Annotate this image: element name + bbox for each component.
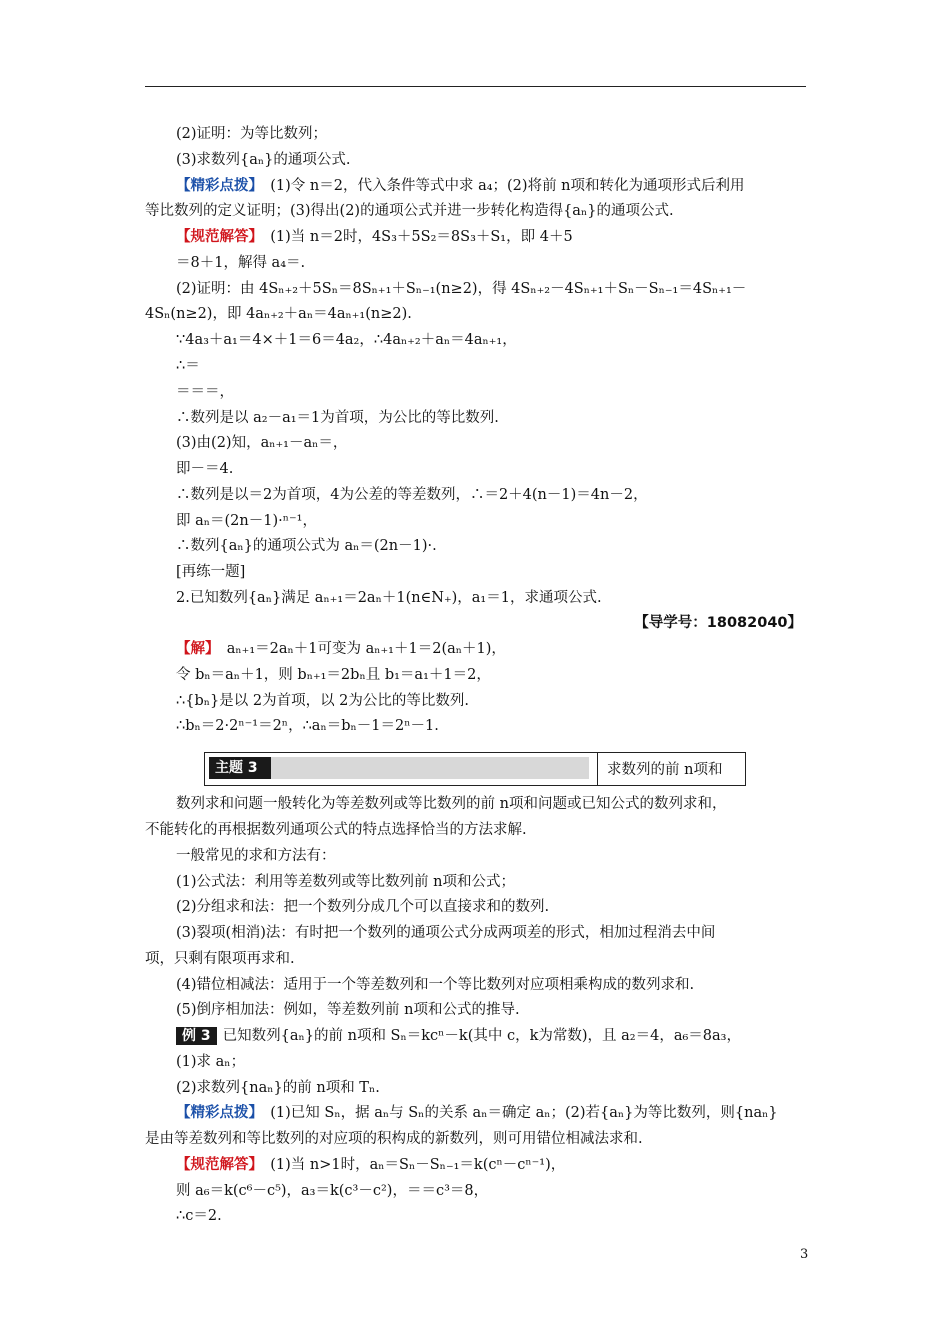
theme-header	[204, 752, 746, 786]
text-line: ∴数列{aₙ}的通项公式为 aₙ＝(2n－1)·.	[176, 538, 437, 554]
text-line: 项，只剩有限项再求和.	[145, 951, 295, 967]
text-line: 数列求和问题一般转化为等差数列或等比数列的前 n项和问题或已知公式的数列求和，	[176, 796, 727, 812]
text-line: 4Sₙ(n≥2)，即 4aₙ₊₂＋aₙ＝4aₙ₊₁(n≥2).	[145, 306, 412, 322]
text-line: ＝＝＝，	[176, 384, 234, 400]
text-line: ∴数列是以 a₂－a₁＝1为首项，为公比的等比数列.	[176, 410, 499, 426]
solution-label: 【规范解答】	[176, 1157, 256, 1173]
text-content: aₙ₊₁＝2aₙ＋1可变为 aₙ₊₁＋1＝2(aₙ＋1)，	[212, 641, 506, 657]
text-line: 则 a₆＝k(c⁶－c⁵)，a₃＝k(c³－c²)，＝＝c³＝8，	[176, 1183, 489, 1199]
text-line: ∵4a₃＋a₁＝4×＋1＝6＝4a₂，∴4aₙ₊₂＋aₙ＝4aₙ₊₁，	[176, 332, 517, 348]
text-line: ∴数列是以＝2为首项，4为公差的等差数列，∴＝2＋4(n－1)＝4n－2，	[176, 487, 648, 503]
header-rule	[145, 86, 806, 87]
text-line	[176, 176, 745, 196]
solution-label: 【解】	[176, 641, 213, 657]
text-line	[176, 1103, 778, 1123]
text-content: (1)当 n>1时，aₙ＝Sₙ－Sₙ₋₁＝k(cⁿ－cⁿ⁻¹)，	[255, 1157, 566, 1173]
theme-tag: 主题 3	[209, 757, 271, 779]
text-line	[176, 227, 573, 247]
text-content: (1)当 n＝2时，4S₃＋5S₂＝8S₃＋S₁，即 4＋5	[255, 229, 573, 245]
text-line: (4)错位相减法：适用于一个等差数列和一个等比数列对应项相乘构成的数列求和.	[176, 977, 695, 993]
text-line: 不能转化的再根据数列通项公式的特点选择恰当的方法求解.	[145, 822, 527, 838]
text-line: ∴＝	[176, 358, 200, 374]
text-line: (3)裂项(相消)法：有时把一个数列的通项公式分成两项差的形式，相加过程消去中间	[176, 925, 716, 941]
text-line: (3)由(2)知，aₙ₊₁－aₙ＝，	[176, 435, 348, 451]
text-content: (1)令 n＝2，代入条件等式中求 a₄；(2)将前 n项和转化为通项形式后利用	[255, 178, 745, 194]
text-line: ＝8＋1，解得 a₄＝.	[176, 255, 306, 271]
theme-title: 求数列的前 n项和	[607, 762, 723, 778]
text-line: 即 aₙ＝(2n－1)·ⁿ⁻¹，	[176, 513, 317, 529]
text-line: [再练一题]	[176, 564, 246, 580]
text-line	[176, 639, 506, 659]
text-line: 即－＝4.	[176, 461, 234, 477]
text-line: 令 bₙ＝aₙ＋1，则 bₙ₊₁＝2bₙ且 b₁＝a₁＋1＝2，	[176, 667, 491, 683]
solution-label: 【规范解答】	[176, 229, 256, 245]
text-line: 2.已知数列{aₙ}满足 aₙ₊₁＝2aₙ＋1(n∈N₊)，a₁＝1，求通项公式.	[176, 590, 602, 606]
text-line: (2)证明：为等比数列；	[176, 126, 328, 142]
text-line: 是由等差数列和等比数列的对应项的积构成的新数列，则可用错位相减法求和.	[145, 1131, 643, 1147]
text-line: 等比数列的定义证明；(3)得出(2)的通项公式并进一步转化构造得{aₙ}的通项公式.	[145, 203, 674, 219]
guide-number: 【导学号：18082040】	[634, 615, 802, 631]
theme-divider	[597, 753, 598, 785]
text-content: 已知数列{aₙ}的前 n项和 Sₙ＝kcⁿ－k(其中 c，k为常数)，且 a₂＝4，a₆＝8a₃，	[222, 1028, 741, 1044]
text-line: ∴{bₙ}是以 2为首项，以 2为公比的等比数列.	[176, 693, 470, 709]
text-line	[176, 1155, 565, 1175]
text-content: (1)已知 Sₙ，据 aₙ与 Sₙ的关系 aₙ＝确定 aₙ；(2)若{aₙ}为等比数列，则{naₙ}	[255, 1105, 778, 1121]
text-line: (2)求数列{naₙ}的前 n项和 Tₙ.	[176, 1080, 380, 1096]
text-line: (2)分组求和法：把一个数列分成几个可以直接求和的数列.	[176, 899, 550, 915]
hint-label: 【精彩点拨】	[176, 1105, 256, 1121]
theme-bar	[271, 757, 589, 779]
example-badge: 例 3	[176, 1027, 217, 1045]
text-line: (3)求数列{aₙ}的通项公式.	[176, 152, 351, 168]
text-line: (1)公式法：利用等差数列或等比数列前 n项和公式；	[176, 874, 515, 890]
page-number: 3	[800, 1247, 809, 1262]
text-line: ∴c＝2.	[176, 1208, 222, 1224]
text-line: (1)求 aₙ；	[176, 1054, 246, 1070]
hint-label: 【精彩点拨】	[176, 178, 256, 194]
text-line	[176, 1026, 741, 1046]
text-line: ∴bₙ＝2·2ⁿ⁻¹＝2ⁿ，∴aₙ＝bₙ－1＝2ⁿ－1.	[176, 718, 439, 734]
text-line: (2)证明：由 4Sₙ₊₂＋5Sₙ＝8Sₙ₊₁＋Sₙ₋₁(n≥2)，得 4Sₙ₊₂－4Sₙ₊₁＋Sₙ－Sₙ₋₁＝4Sₙ₊₁－	[176, 281, 747, 297]
text-line: 一般常见的求和方法有：	[176, 848, 336, 864]
text-line: (5)倒序相加法：例如，等差数列前 n项和公式的推导.	[176, 1002, 520, 1018]
